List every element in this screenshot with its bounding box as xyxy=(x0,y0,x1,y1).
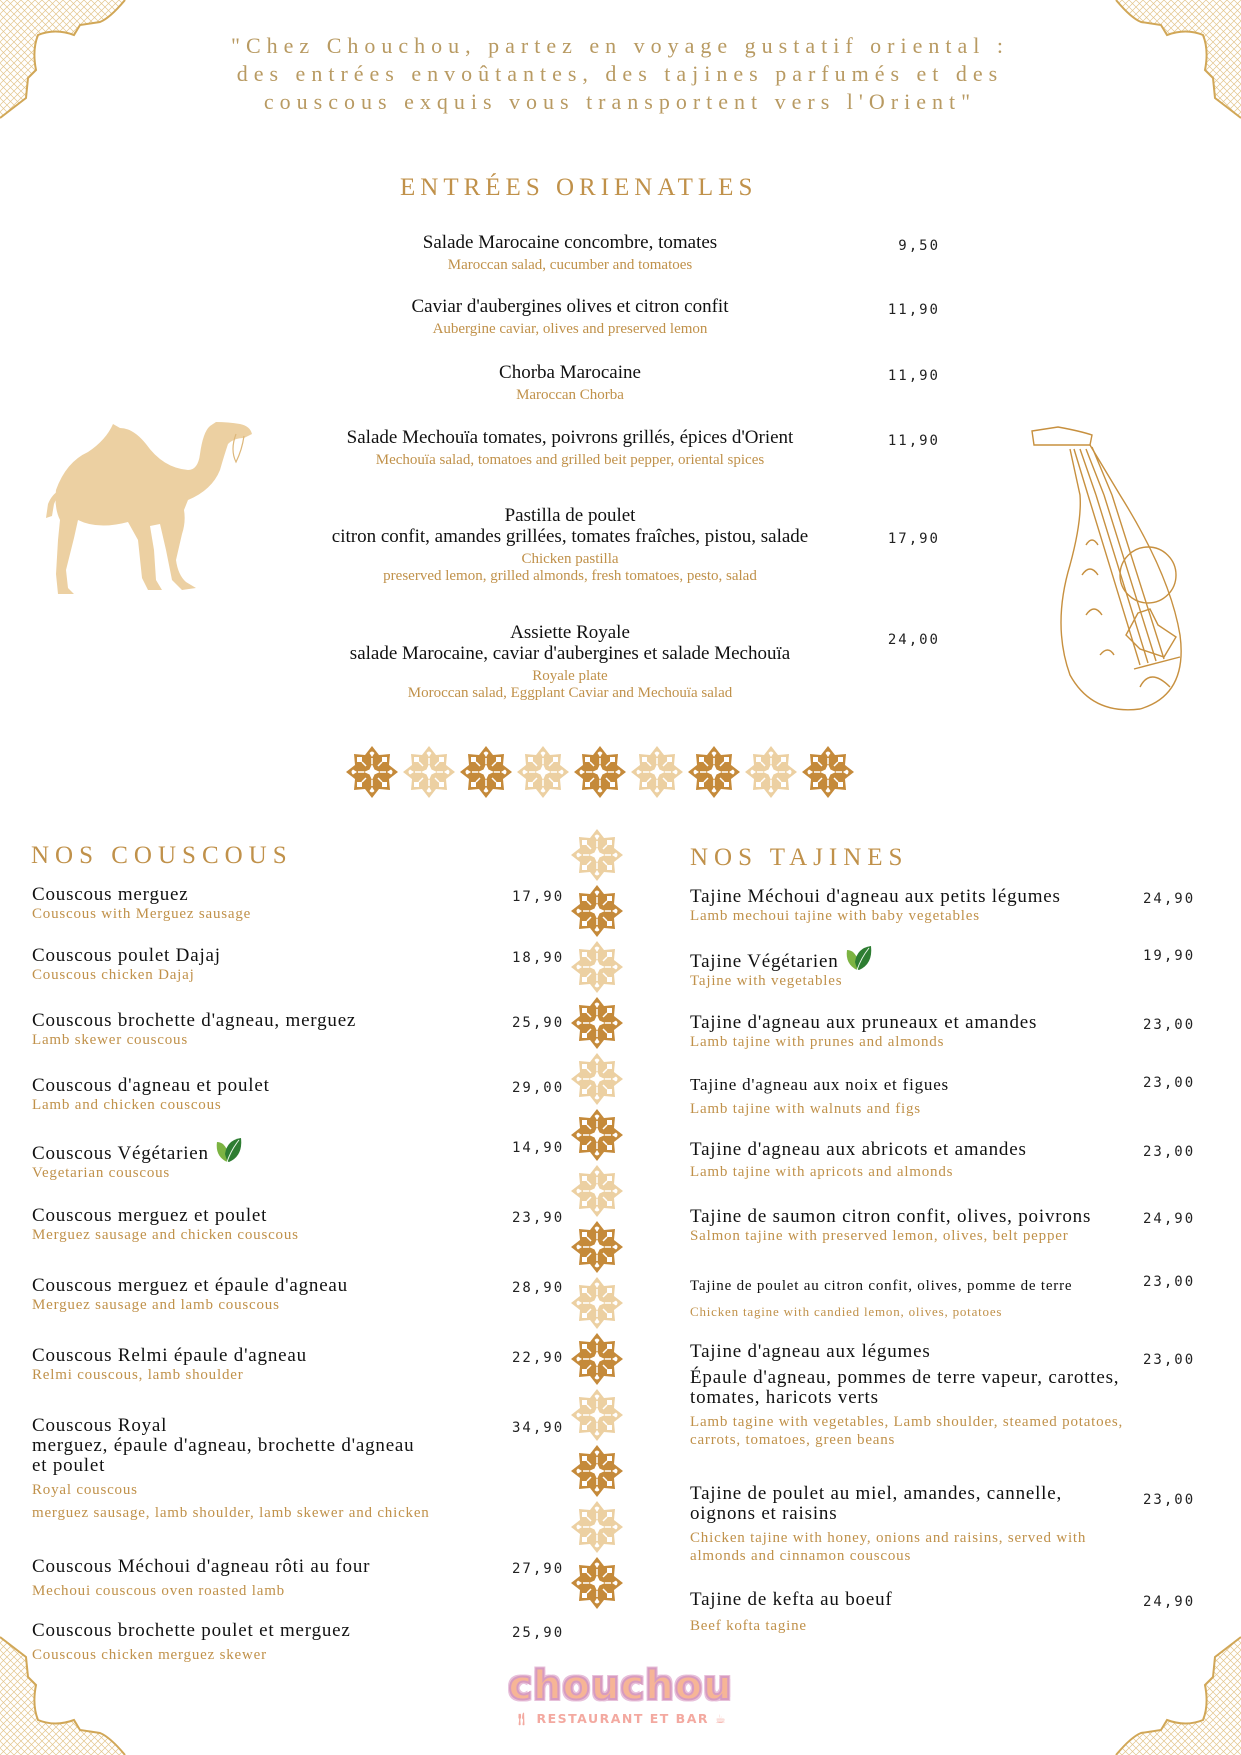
item-price: 11,90 xyxy=(887,302,940,318)
item-name: Tajine de poulet au citron confit, olives, pomme de terre xyxy=(690,1278,1073,1294)
menu-item-tajine xyxy=(690,1013,1210,1051)
menu-item-entree xyxy=(280,362,960,404)
corner-ornament-top-left xyxy=(0,0,200,150)
menu-item-tajine xyxy=(690,1484,1210,1565)
section-title-tajines: NOS TAJINES xyxy=(690,844,909,871)
menu-item-entree xyxy=(280,296,960,338)
menu-item-tajine xyxy=(690,1590,1210,1635)
item-description: Lamb tagine with vegetables, Lamb shoulder, steamed potatoes, xyxy=(690,1414,1124,1430)
restaurant-logo xyxy=(488,1665,753,1747)
menu-item-couscous xyxy=(32,1075,565,1114)
item-price: 23,90 xyxy=(512,1210,565,1226)
item-description: Maroccan salad, cucumber and tomatoes xyxy=(447,257,693,273)
rosette-icon xyxy=(570,996,624,1050)
item-description-detail: merguez sausage, lamb shoulder, lamb skewer and chicken xyxy=(32,1505,430,1521)
quote-line-3: couscous exquis vous transportent vers l'Orient" xyxy=(263,89,977,114)
item-name: Couscous brochette poulet et merguez xyxy=(32,1620,351,1641)
item-price: 17,90 xyxy=(512,889,565,905)
item-price: 27,90 xyxy=(512,1561,565,1577)
item-price: 24,90 xyxy=(1143,1211,1196,1227)
rosette-icon xyxy=(570,1108,624,1162)
rosette-icon xyxy=(570,1556,624,1610)
menu-item-couscous xyxy=(32,1345,565,1384)
item-price: 11,90 xyxy=(887,433,940,449)
intro-quote xyxy=(200,32,1040,116)
menu-item-entree xyxy=(280,505,960,585)
rosette-icon xyxy=(570,1052,624,1106)
item-name-detail: oignons et raisins xyxy=(690,1503,838,1524)
item-price: 25,90 xyxy=(512,1625,565,1641)
rosette-icon xyxy=(801,745,855,799)
item-name: Couscous merguez et poulet xyxy=(32,1205,268,1226)
menu-item-couscous xyxy=(32,1275,565,1314)
item-name-detail: citron confit, amandes grillées, tomates fraîches, pistou, salade xyxy=(331,526,809,547)
item-description-detail: preserved lemon, grilled almonds, fresh tomatoes, pesto, salad xyxy=(383,568,757,584)
quote-line-2: des entrées envoûtantes, des tajines parfumés et des xyxy=(236,61,1004,86)
vegetarian-leaf-icon xyxy=(843,944,875,972)
item-name: Pastilla de poulet xyxy=(504,505,636,526)
item-name: Assiette Royale xyxy=(510,622,630,643)
rosette-icon xyxy=(570,1500,624,1554)
arabesque-corner-icon xyxy=(0,0,200,150)
item-name: Couscous Royal xyxy=(32,1415,168,1436)
item-description: Couscous with Merguez sausage xyxy=(32,906,252,922)
rosette-icon xyxy=(402,745,456,799)
item-description: Royale plate xyxy=(532,668,608,684)
item-name: Tajine Végétarien xyxy=(690,951,839,972)
item-name: Couscous d'agneau et poulet xyxy=(32,1075,270,1096)
item-name: Chorba Marocaine xyxy=(499,362,641,383)
item-description: Lamb tajine with apricots and almonds xyxy=(690,1164,954,1180)
item-price: 28,90 xyxy=(512,1280,565,1296)
rosette-icon xyxy=(687,745,741,799)
menu-item-tajine xyxy=(690,1140,1210,1181)
vegetarian-leaf-icon xyxy=(213,1136,245,1164)
menu-item-tajine xyxy=(690,1075,1210,1118)
menu-item-couscous xyxy=(32,1205,565,1244)
item-name: Salade Marocaine concombre, tomates xyxy=(422,232,718,253)
rosette-icon xyxy=(570,828,624,882)
item-name: Couscous Relmi épaule d'agneau xyxy=(32,1345,307,1366)
rosette-icon xyxy=(744,745,798,799)
camel-illustration-icon xyxy=(38,410,260,600)
item-price: 23,00 xyxy=(1143,1075,1196,1091)
arabesque-corner-icon xyxy=(1041,0,1241,150)
rosette-icon xyxy=(570,1332,624,1386)
item-description: Salmon tajine with preserved lemon, olives, belt pepper xyxy=(690,1228,1069,1244)
rosette-icon xyxy=(570,884,624,938)
decorative-rosette-column xyxy=(570,828,626,1612)
item-name: Tajine de poulet au miel, amandes, cannelle, xyxy=(690,1483,1063,1504)
rosette-icon xyxy=(516,745,570,799)
item-price: 14,90 xyxy=(512,1140,565,1156)
item-description: Lamb and chicken couscous xyxy=(32,1097,222,1113)
cutlery-icon: 🍴︎ xyxy=(513,1711,531,1726)
rosette-icon xyxy=(570,1444,624,1498)
item-price: 18,90 xyxy=(512,950,565,966)
menu-item-couscous xyxy=(32,1556,565,1600)
item-price: 19,90 xyxy=(1143,948,1196,964)
item-name: Couscous merguez et épaule d'agneau xyxy=(32,1275,348,1296)
quote-line-1: "Chez Chouchou, partez en voyage gustatif oriental : xyxy=(231,33,1009,58)
rosette-icon xyxy=(570,1220,624,1274)
rosette-icon xyxy=(630,745,684,799)
item-name: Tajine d'agneau aux noix et figues xyxy=(690,1075,949,1094)
logo-wordmark: chouchou xyxy=(508,1663,733,1709)
item-description: Couscous chicken Dajaj xyxy=(32,967,195,983)
item-description: Lamb tajine with walnuts and figs xyxy=(690,1101,921,1117)
item-description: Chicken tagine with candied lemon, olives, potatoes xyxy=(690,1304,1003,1319)
menu-item-tajine xyxy=(690,1276,1210,1320)
menu-item-couscous xyxy=(32,1010,565,1049)
menu-item-couscous xyxy=(32,884,565,923)
item-description: Mechouïa salad, tomatoes and grilled beit pepper, oriental spices xyxy=(375,452,765,468)
rosette-icon xyxy=(570,1388,624,1442)
item-name: Tajine d'agneau aux abricots et amandes xyxy=(690,1139,1027,1160)
menu-item-entree xyxy=(280,622,960,702)
item-name: Caviar d'aubergines olives et citron confit xyxy=(411,296,729,317)
item-price: 22,90 xyxy=(512,1350,565,1366)
item-name: Tajine Méchoui d'agneau aux petits légumes xyxy=(690,886,1061,907)
section-title-couscous: NOS COUSCOUS xyxy=(31,842,293,869)
item-description: Merguez sausage and chicken couscous xyxy=(32,1227,299,1243)
logo-tagline-row xyxy=(488,1711,753,1726)
item-description: Aubergine caviar, olives and preserved lemon xyxy=(432,321,708,337)
item-price: 24,00 xyxy=(887,632,940,648)
item-price: 23,00 xyxy=(1143,1144,1196,1160)
item-description: Merguez sausage and lamb couscous xyxy=(32,1297,280,1313)
beer-mugs-icon: ☕︎ xyxy=(715,1711,728,1726)
item-name: Salade Mechouïa tomates, poivrons grillés, épices d'Orient xyxy=(346,427,794,448)
item-description: Lamb skewer couscous xyxy=(32,1032,188,1048)
item-name: Couscous merguez xyxy=(32,884,189,905)
item-price: 34,90 xyxy=(512,1420,565,1436)
item-price: 17,90 xyxy=(887,531,940,547)
menu-item-couscous xyxy=(32,1415,565,1522)
item-name-detail-2: et poulet xyxy=(32,1455,106,1476)
item-description: Chicken pastilla xyxy=(521,551,619,567)
item-price: 23,00 xyxy=(1143,1274,1196,1290)
item-name: Tajine d'agneau aux légumes xyxy=(690,1341,931,1362)
item-price: 23,00 xyxy=(1143,1352,1196,1368)
item-name: Couscous brochette d'agneau, merguez xyxy=(32,1010,357,1031)
item-name: Tajine d'agneau aux pruneaux et amandes xyxy=(690,1012,1038,1033)
item-price: 24,90 xyxy=(1143,1594,1196,1610)
item-name: Tajine de saumon citron confit, olives, poivrons xyxy=(690,1206,1092,1227)
item-price: 23,00 xyxy=(1143,1017,1196,1033)
item-name-detail: Épaule d'agneau, pommes de terre vapeur, carottes, xyxy=(690,1367,1120,1388)
item-name-detail-2: tomates, haricots verts xyxy=(690,1387,879,1408)
section-title-entrees: ENTRÉES ORIENATLES xyxy=(400,174,758,201)
menu-item-couscous xyxy=(32,1136,565,1182)
item-name: Couscous poulet Dajaj xyxy=(32,945,221,966)
menu-item-entree xyxy=(280,427,960,469)
item-price: 11,90 xyxy=(887,368,940,384)
rosette-icon xyxy=(570,1276,624,1330)
item-description: Beef kofta tagine xyxy=(690,1618,807,1634)
rosette-icon xyxy=(570,940,624,994)
item-description: Vegetarian couscous xyxy=(32,1165,171,1181)
item-description: Relmi couscous, lamb shoulder xyxy=(32,1367,244,1383)
decorative-rosette-divider xyxy=(345,745,855,801)
item-description-detail: carrots, tomatoes, green beans xyxy=(690,1432,896,1448)
item-price: 23,00 xyxy=(1143,1492,1196,1508)
menu-item-couscous xyxy=(32,1620,565,1664)
item-description: Royal couscous xyxy=(32,1482,138,1498)
item-description: Couscous chicken merguez skewer xyxy=(32,1647,267,1663)
corner-ornament-top-right xyxy=(1041,0,1241,150)
oud-instrument-icon xyxy=(1030,425,1190,715)
menu-item-tajine xyxy=(690,887,1210,925)
item-description: Tajine with vegetables xyxy=(690,973,843,989)
item-description: Maroccan Chorba xyxy=(516,387,624,403)
item-description: Lamb mechoui tajine with baby vegetables xyxy=(690,908,980,924)
item-description: Chicken tajine with honey, onions and raisins, served with xyxy=(690,1530,1087,1546)
item-description-detail: Moroccan salad, Eggplant Caviar and Mechouïa salad xyxy=(407,685,733,701)
item-description-detail: almonds and cinnamon couscous xyxy=(690,1548,912,1564)
item-price: 9,50 xyxy=(898,238,940,254)
logo-tagline: RESTAURANT ET BAR xyxy=(536,1711,709,1726)
item-price: 25,90 xyxy=(512,1015,565,1031)
menu-item-couscous xyxy=(32,945,565,984)
item-name-detail: merguez, épaule d'agneau, brochette d'agneau xyxy=(32,1435,415,1456)
item-name: Couscous Méchoui d'agneau rôti au four xyxy=(32,1556,371,1577)
rosette-icon xyxy=(570,1164,624,1218)
rosette-icon xyxy=(573,745,627,799)
item-price: 29,00 xyxy=(512,1080,565,1096)
item-name: Tajine de kefta au boeuf xyxy=(690,1589,893,1610)
item-description: Lamb tajine with prunes and almonds xyxy=(690,1034,945,1050)
menu-item-tajine xyxy=(690,1207,1210,1245)
rosette-icon xyxy=(345,745,399,799)
rosette-icon xyxy=(459,745,513,799)
item-name: Couscous Végétarien xyxy=(32,1143,209,1164)
menu-item-entree xyxy=(280,232,960,274)
item-description: Mechoui couscous oven roasted lamb xyxy=(32,1583,285,1599)
item-price: 24,90 xyxy=(1143,891,1196,907)
item-name-detail: salade Marocaine, caviar d'aubergines et salade Mechouïa xyxy=(349,643,791,664)
menu-item-tajine xyxy=(690,944,1210,990)
menu-item-tajine xyxy=(690,1342,1210,1449)
